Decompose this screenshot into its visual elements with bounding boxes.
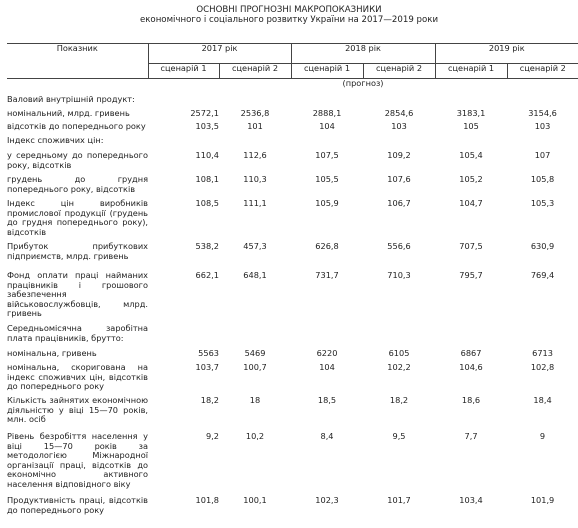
- table-row: [7, 109, 578, 122]
- table-row: [7, 151, 578, 175]
- cell-2019-s2: 9: [539, 432, 546, 441]
- cell-2019-s1: 795,7: [459, 271, 483, 280]
- scenario-2-header: сценарій 2: [363, 64, 435, 79]
- table-row: [7, 349, 578, 363]
- cell-2018-s2: 109,2: [387, 151, 411, 160]
- cell-2018-s1: 731,7: [315, 271, 339, 280]
- cell-2018-s2: 107,6: [387, 175, 411, 184]
- year-2017-header: 2017 рік: [148, 44, 291, 64]
- cell-2017-s2: 648,1: [243, 271, 267, 280]
- row-label: Фонд оплати праці найманих працівників і грошового забезпечення військовослужбовців, млрд. гривень: [7, 271, 148, 319]
- cell-2018-s2: 106,7: [387, 199, 411, 208]
- cell-2019-s1: 104,7: [459, 199, 483, 208]
- cell-2017-s2: 112,6: [243, 151, 267, 160]
- cell-2018-s1: 105,9: [315, 199, 339, 208]
- row-label: Кількість зайнятих економічною діяльністю у віці 15—70 років, млн. осіб: [7, 396, 148, 425]
- cell-2018-s2: 101,7: [387, 496, 411, 505]
- cell-2019-s2: 6713: [532, 349, 553, 358]
- cell-2017-s1: 18,2: [200, 396, 219, 405]
- table-row: [7, 242, 578, 271]
- cell-2018-s2: 710,3: [387, 271, 411, 280]
- forecast-note-row: [7, 79, 578, 96]
- table-row: [7, 432, 578, 496]
- cell-2018-s1: 2888,1: [312, 109, 342, 118]
- table-row: [7, 363, 578, 396]
- cell-2018-s2: 2854,6: [384, 109, 414, 118]
- cell-2019-s2: 103: [534, 122, 551, 131]
- cell-2017-s1: 9,2: [205, 432, 219, 441]
- row-label: відсотків до попереднього року: [7, 122, 146, 131]
- cell-2019-s1: 103,4: [459, 496, 483, 505]
- header-row-years: [7, 44, 578, 64]
- cell-2018-s2: 18,2: [389, 396, 409, 405]
- cell-2019-s1: 18,6: [461, 396, 481, 405]
- cell-2017-s1: 538,2: [195, 242, 219, 251]
- cell-2017-s2: 2536,8: [240, 109, 270, 118]
- table-row: [7, 95, 578, 109]
- cell-2019-s1: 105,4: [459, 151, 483, 160]
- table-row: [7, 396, 578, 432]
- cell-2018-s2: 6105: [388, 349, 410, 358]
- table-row: [7, 199, 578, 242]
- cell-2019-s2: 102,8: [530, 363, 555, 372]
- cell-2018-s2: 102,2: [387, 363, 411, 372]
- table-row: [7, 136, 578, 151]
- scenario-1-header: сценарій 1: [435, 64, 507, 79]
- scenario-1-header: сценарій 1: [291, 64, 363, 79]
- cell-2017-s1: 108,1: [195, 175, 219, 184]
- cell-2018-s1: 107,5: [315, 151, 339, 160]
- cell-2018-s1: 102,3: [315, 496, 339, 505]
- cell-2017-s2: 5469: [244, 349, 266, 358]
- scenario-1-header: сценарій 1: [148, 64, 219, 79]
- cell-2019-s2: 630,9: [530, 242, 555, 251]
- cell-2019-s2: 105,3: [530, 199, 555, 208]
- row-label: номінальний, млрд. гривень: [7, 109, 130, 118]
- row-label: Продуктивність праці, відсотків до попереднього року: [7, 496, 148, 515]
- row-label: Індекс споживчих цін:: [7, 136, 104, 145]
- cell-2019-s2: 105,8: [530, 175, 555, 184]
- cell-2017-s2: 18: [249, 396, 261, 405]
- year-2018-header: 2018 рік: [291, 44, 435, 64]
- cell-2018-s2: 103: [391, 122, 407, 131]
- cell-2017-s2: 10,2: [245, 432, 265, 441]
- cell-2018-s1: 8,4: [320, 432, 334, 441]
- cell-2018-s1: 6220: [316, 349, 338, 358]
- cell-2019-s1: 6867: [460, 349, 482, 358]
- cell-2017-s2: 100,1: [243, 496, 267, 505]
- cell-2019-s1: 707,5: [459, 242, 483, 251]
- cell-2018-s1: 105,5: [315, 175, 339, 184]
- table-row: [7, 496, 578, 520]
- row-label: номінальна, скоригована на індекс споживчих цін, відсотків до попереднього року: [7, 363, 148, 392]
- indicator-header: Показник: [7, 44, 148, 79]
- cell-2019-s1: 104,6: [459, 363, 483, 372]
- cell-2019-s1: 7,7: [464, 432, 478, 441]
- row-label: Індекс цін виробників промислової продукції (грудень до грудня попереднього року), відсотків: [7, 199, 148, 237]
- cell-2017-s2: 457,3: [243, 242, 267, 251]
- cell-2019-s1: 105,2: [459, 175, 483, 184]
- cell-2017-s1: 103,5: [195, 122, 219, 131]
- cell-2019-s1: 3183,1: [456, 109, 486, 118]
- cell-2018-s2: 556,6: [387, 242, 411, 251]
- document-subtitle: економічного і соціального розвитку України на 2017—2019 роки: [139, 15, 439, 25]
- cell-2017-s1: 103,7: [195, 363, 219, 372]
- year-2019-header: 2019 рік: [435, 44, 578, 64]
- table-row: [7, 175, 578, 199]
- cell-2019-s1: 105: [463, 122, 479, 131]
- cell-2019-s2: 101,9: [530, 496, 555, 505]
- cell-2017-s1: 101,8: [195, 496, 219, 505]
- row-label: Середньомісячна заробітна плата працівників, брутто:: [7, 324, 148, 343]
- cell-2017-s2: 101: [247, 122, 263, 131]
- cell-2019-s2: 769,4: [530, 271, 555, 280]
- scenario-2-header: сценарій 2: [507, 64, 578, 79]
- cell-2017-s1: 662,1: [195, 271, 219, 280]
- document-title: ОСНОВНІ ПРОГНОЗНІ МАКРОПОКАЗНИКИ: [196, 5, 382, 15]
- forecast-note: (прогноз): [342, 78, 384, 88]
- cell-2017-s2: 111,1: [243, 199, 267, 208]
- table-row: [7, 271, 578, 324]
- scenario-2-header: сценарій 2: [219, 64, 291, 79]
- row-label: грудень до грудня попереднього року, відсотків: [7, 175, 148, 194]
- row-label: Валовий внутрішній продукт:: [7, 95, 135, 104]
- cell-2017-s1: 5563: [198, 349, 219, 358]
- forecast-table: [7, 43, 578, 520]
- table-row: [7, 324, 578, 349]
- cell-2018-s1: 104: [319, 363, 335, 372]
- cell-2018-s1: 626,8: [315, 242, 339, 251]
- cell-2017-s1: 2572,1: [190, 109, 219, 118]
- cell-2018-s1: 18,5: [317, 396, 337, 405]
- cell-2018-s1: 104: [319, 122, 335, 131]
- row-label: у середньому до попереднього року, відсотків: [7, 151, 148, 170]
- cell-2017-s1: 110,4: [195, 151, 219, 160]
- cell-2019-s2: 18,4: [533, 396, 552, 405]
- row-label: номінальна, гривень: [7, 349, 97, 358]
- cell-2018-s2: 9,5: [392, 432, 406, 441]
- cell-2019-s2: 3154,6: [528, 109, 557, 118]
- cell-2017-s2: 100,7: [243, 363, 267, 372]
- cell-2019-s2: 107: [534, 151, 551, 160]
- cell-2017-s2: 110,3: [243, 175, 267, 184]
- table-row: [7, 122, 578, 136]
- cell-2017-s1: 108,5: [195, 199, 219, 208]
- row-label: Рівень безробіття населення у віці 15—70 років за методологією Міжнародної організації праці, відсотків до економічно активного населення відповідного віку: [7, 432, 148, 489]
- row-label: Прибуток прибуткових підприємств, млрд. гривень: [7, 242, 148, 261]
